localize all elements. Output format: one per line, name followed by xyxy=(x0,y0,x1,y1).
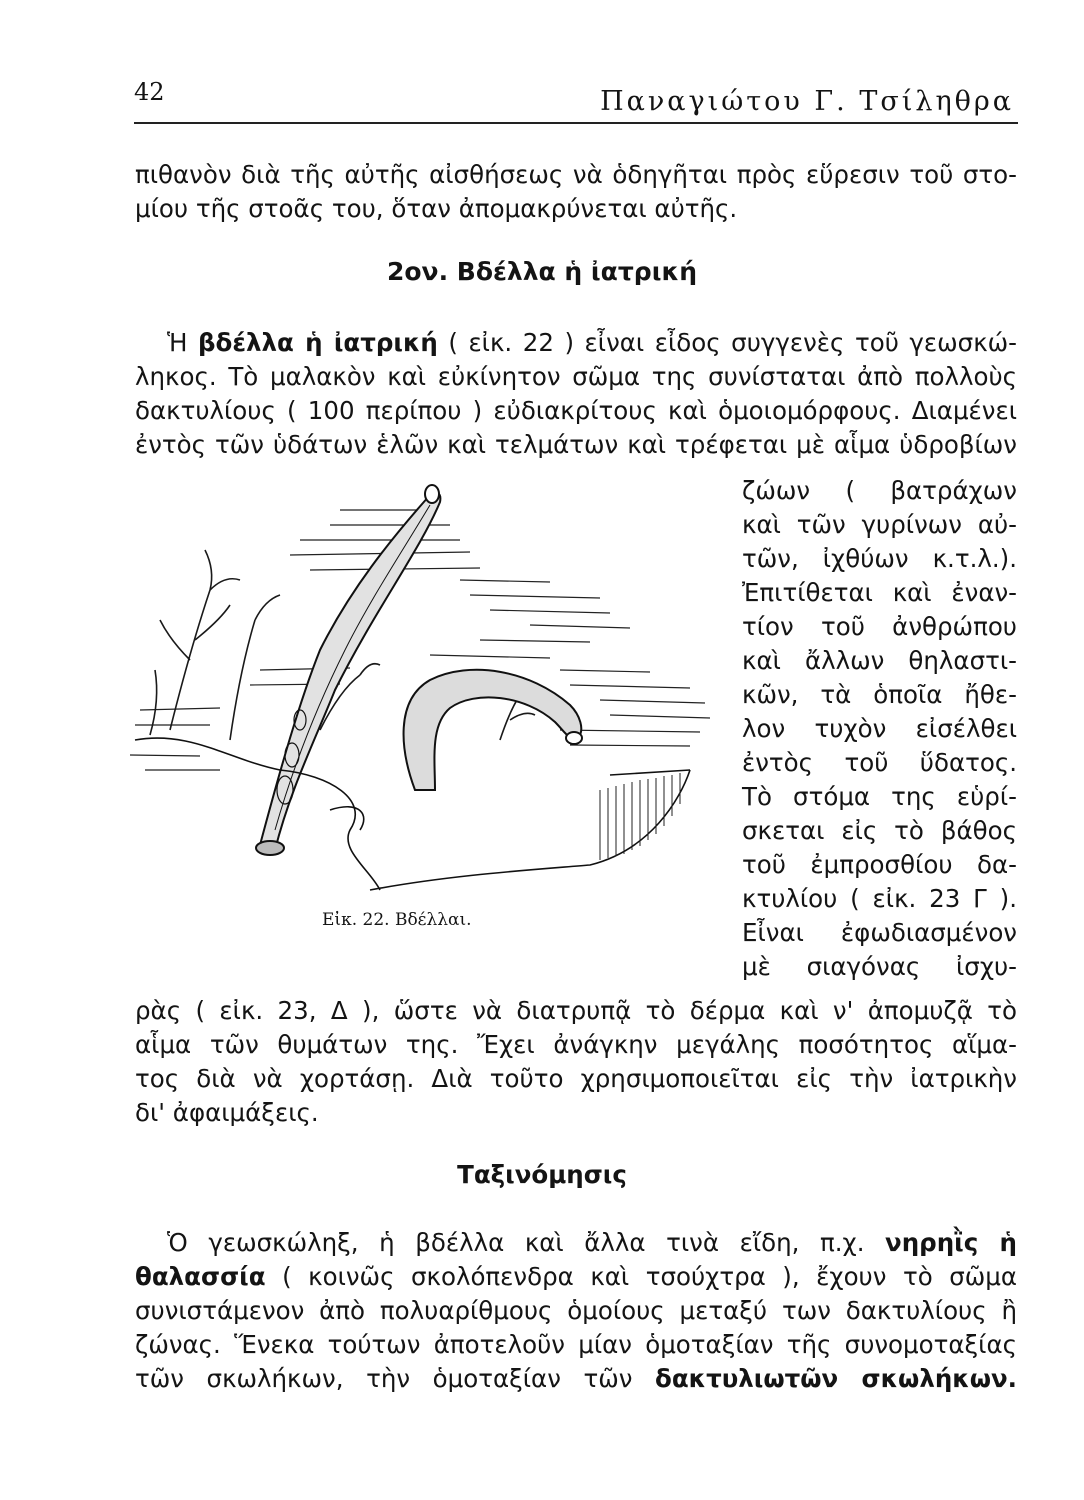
text-run: ( κοινῶς σκολόπενδρα καὶ τσούχτρα ), ἔχουν τὸ σῶμα xyxy=(265,1262,1017,1291)
text-line: ζώνας. Ἕνεκα τούτων ἀποτελοῦν μίαν ὁμοταξίαν τῆς συνομοταξίας xyxy=(135,1330,1017,1359)
header-rule xyxy=(134,122,1018,124)
text-line: μίου τῆς στοᾶς του, ὅταν ἀπομακρύνεται αὐτῆς. xyxy=(135,194,738,223)
text-run: ( εἰκ. 22 ) εἶναι εἶδος συγγενὲς τοῦ γεωσκώ- xyxy=(437,328,1017,357)
figure-caption: Εἰκ. 22. Βδέλλαι. xyxy=(322,910,472,930)
text-line: καὶ ἄλλων θηλαστι- xyxy=(742,646,1017,675)
text-line: ἐντὸς τῶν ὑδάτων ἑλῶν καὶ τελμάτων καὶ τρέφεται μὲ αἷμα ὑδροβίων xyxy=(135,430,1017,459)
main-paragraph xyxy=(135,326,1017,462)
text-line: κτυλίου ( εἰκ. 23 Γ ). xyxy=(742,884,1017,913)
text-lead: Ἡ xyxy=(167,328,199,357)
classification-paragraph xyxy=(135,1226,1017,1396)
text-line: ζώων ( βατράχων xyxy=(742,476,1017,505)
text-line: μὲ σιαγόνας ἰσχυ- xyxy=(742,952,1017,981)
text-line: Εἶναι ἐφωδιασμένον xyxy=(742,918,1017,947)
text-line xyxy=(135,1362,1017,1396)
text-line: δι' ἀφαιμάξεις. xyxy=(135,1098,319,1127)
text-line: καὶ τῶν γυρίνων αὐ- xyxy=(742,510,1017,539)
text-run: Ὁ γεωσκώληξ, ἡ βδέλλα καὶ ἄλλα τινὰ εἴδη, π.χ. xyxy=(167,1228,886,1257)
text-line xyxy=(135,1260,1017,1294)
text-line: σκεται εἰς τὸ βάθος xyxy=(742,816,1017,845)
text-line: τῶν, ἰχθύων κ.τ.λ.). xyxy=(742,544,1017,573)
bank-hatching xyxy=(600,773,680,860)
text-line: πιθανὸν διὰ τῆς αὐτῆς αἰσθήσεως νὰ ὁδηγῆται πρὸς εὕρεσιν τοῦ στο- xyxy=(135,160,1017,189)
intro-paragraph xyxy=(135,158,1017,226)
text-line: Ἐπιτίθεται καὶ ἐναν- xyxy=(742,578,1017,607)
text-line: τίον τοῦ ἀνθρώπου xyxy=(742,612,1017,641)
text-line: ρὰς ( εἰκ. 23, Δ ), ὥστε νὰ διατρυπᾷ τὸ δέρμα καὶ ν' ἀπομυζᾷ τὸ xyxy=(135,996,1017,1025)
text-line: λον τυχὸν εἰσέλθει xyxy=(742,714,1017,743)
bold-term: δακτυλιωτῶν σκωλήκων. xyxy=(655,1364,1017,1393)
text-line: Τὸ στόμα της εὑρί- xyxy=(742,782,1017,811)
bold-term: θαλασσία xyxy=(135,1262,266,1291)
text-line: κῶν, τὰ ὁποῖα ἤθε- xyxy=(742,680,1017,709)
text-line: αἷμα τῶν θυμάτων της. Ἔχει ἀνάγκην μεγάλης ποσότητος αἵμα- xyxy=(135,1030,1017,1059)
subsection-title: Ταξινόμησις xyxy=(457,1160,627,1189)
text-line: ληκος. Τὸ μαλακὸν καὶ εὐκίνητον σῶμα της συνίσταται ἀπὸ πολλοὺς xyxy=(135,362,1017,391)
text-line: συνιστάμενον ἀπὸ πολυαρίθμους ὁμοίους μεταξύ των δακτυλίους ἢ xyxy=(135,1296,1017,1325)
bold-term: νηρηῒς ἡ xyxy=(885,1228,1017,1257)
continuation-paragraph xyxy=(135,994,1017,1130)
page-number: 42 xyxy=(134,78,165,106)
leech-curved xyxy=(404,670,582,790)
text-line: δακτυλίους ( 100 περίπου ) εὐδιακρίτους καὶ ὁμοιομόρφους. Διαμένει xyxy=(135,396,1017,425)
side-column-text xyxy=(742,474,1017,984)
section-title: 2ον. Βδέλλα ἡ ἰατρική xyxy=(386,257,698,286)
text-line: τος διὰ νὰ χορτάσῃ. Διὰ τοῦτο χρησιμοποιεῖται εἰς τὴν ἰατρικὴν xyxy=(135,1064,1017,1093)
running-header-author: Παναγιώτου Γ. Τσίληθρα xyxy=(600,86,1014,117)
text-line: ἐντὸς τοῦ ὕδατος. xyxy=(742,748,1017,777)
text-line: τοῦ ἐμπροσθίου δα- xyxy=(742,850,1017,879)
text-run: τῶν σκωλήκων, τὴν ὁμοταξίαν τῶν xyxy=(135,1364,656,1393)
text-line xyxy=(135,326,1017,360)
text-line xyxy=(135,1226,1017,1260)
bold-term: βδέλλα ἡ ἰατρική xyxy=(198,328,438,357)
leech-illustration xyxy=(130,470,730,900)
